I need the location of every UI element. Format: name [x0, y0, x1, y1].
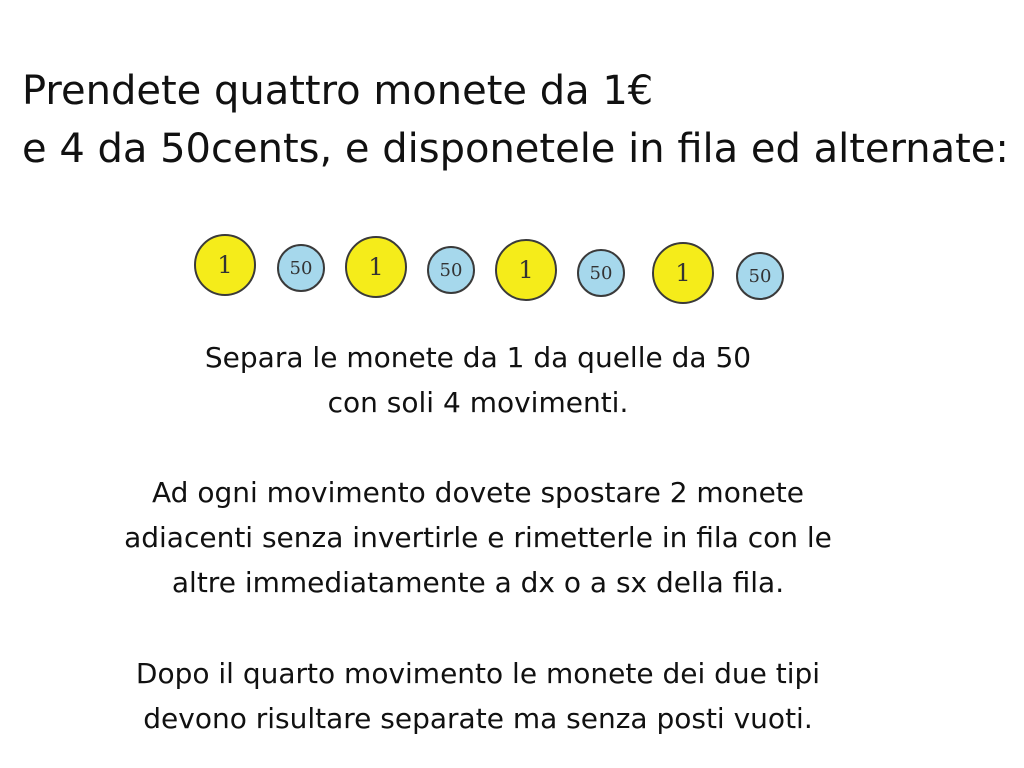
title-line-2: e 4 da 50cents, e disponetele in fila ed alternate:	[22, 126, 1009, 172]
coin-50-cents	[277, 244, 325, 292]
text-line: con soli 4 movimenti.	[327, 386, 629, 419]
coin-label: 1	[368, 253, 384, 281]
coin-50-cents	[577, 249, 625, 297]
coin-label: 50	[289, 257, 313, 279]
text-line: adiacenti senza invertirle e rimetterle in fila con le	[124, 521, 832, 554]
coin-50-cents	[736, 252, 784, 300]
coin-50-cents	[427, 246, 475, 294]
text-line: Dopo il quarto movimento le monete dei due tipi	[135, 657, 821, 690]
slide-title	[22, 62, 1009, 178]
text-line: altre immediatamente a dx o a sx della fila.	[171, 566, 785, 599]
instruction-rules	[0, 470, 956, 605]
coin-label: 1	[217, 251, 233, 279]
coin-1-euro	[495, 239, 557, 301]
coin-label: 50	[589, 262, 613, 284]
instruction-result	[0, 651, 956, 741]
text-line: devono risultare separate ma senza posti vuoti.	[143, 702, 813, 735]
instruction-goal	[0, 335, 956, 425]
coin-label: 50	[748, 265, 772, 287]
coin-label: 1	[675, 259, 691, 287]
coin-label: 50	[439, 259, 463, 281]
text-line: Ad ogni movimento dovete spostare 2 monete	[151, 476, 805, 509]
coin-label: 1	[518, 256, 534, 284]
title-line-1: Prendete quattro monete da 1€	[22, 68, 654, 114]
coin-1-euro	[345, 236, 407, 298]
coin-1-euro	[652, 242, 714, 304]
coin-1-euro	[194, 234, 256, 296]
text-line: Separa le monete da 1 da quelle da 50	[204, 341, 752, 374]
